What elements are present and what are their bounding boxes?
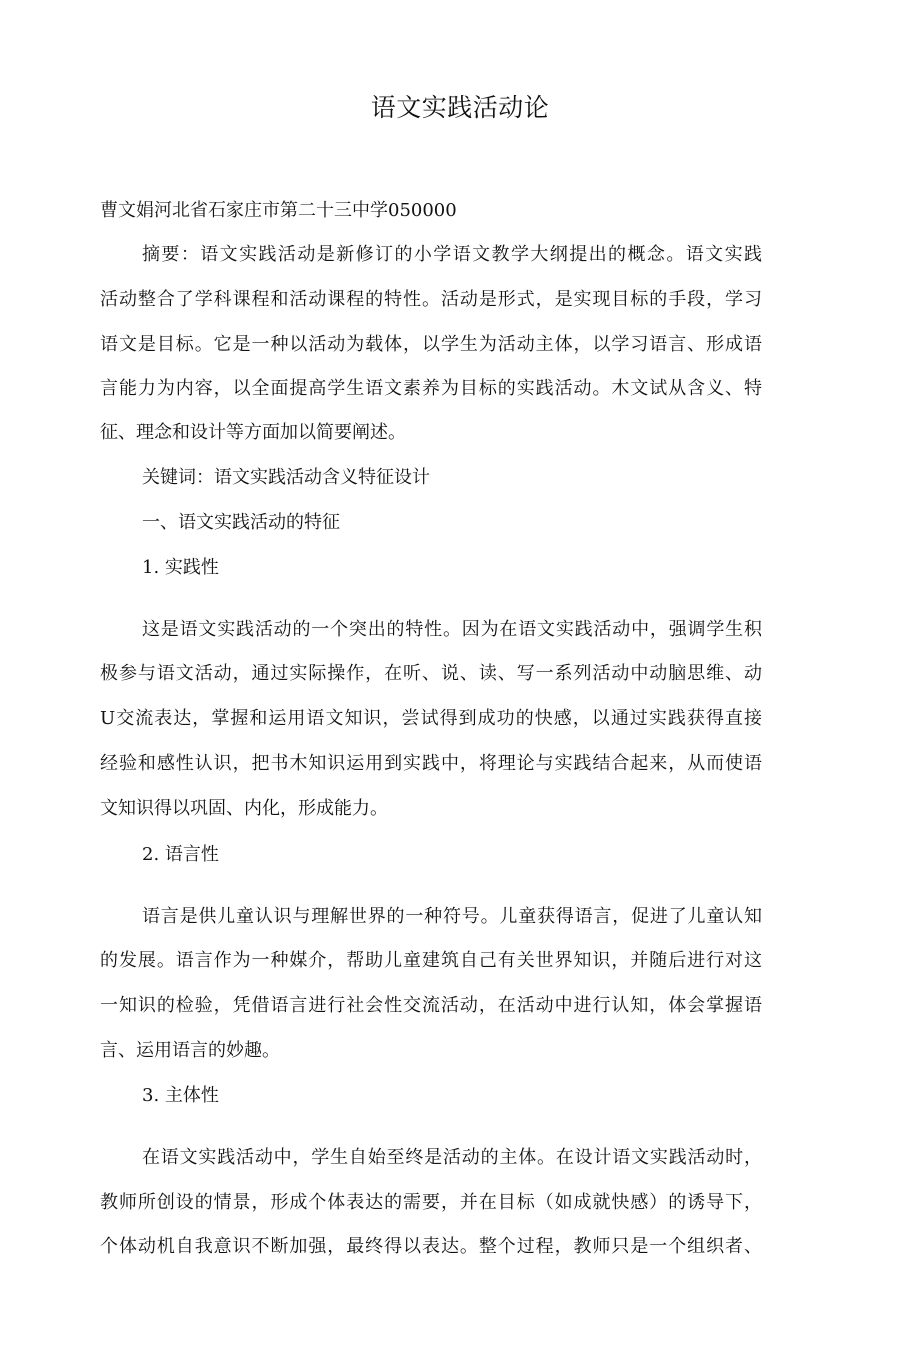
subsection-heading: 1. 实践性 xyxy=(142,557,219,578)
paragraph-line: 教师所创设的情景，形成个体表达的需要，并在目标（如成就快感）的诱导下， xyxy=(100,1192,762,1213)
paragraph-line: 的发展。语言作为一种媒介，帮助儿童建筑自己有关世界知识，并随后进行对这 xyxy=(100,950,762,971)
paragraph-line: 极参与语文活动，通过实际操作，在听、说、读、写一系列活动中动脑思维、动 xyxy=(100,663,762,684)
paragraph-line: 这是语文实践活动的一个突出的特性。因为在语文实践活动中，强调学生积 xyxy=(142,619,762,640)
subsection-heading: 2. 语言性 xyxy=(142,844,219,865)
paragraph-line: 言、运用语言的妙趣。 xyxy=(100,1040,280,1061)
paragraph-line: 个体动机自我意识不断加强，最终得以表达。整个过程，教师只是一个组织者、 xyxy=(100,1236,762,1257)
abstract-line: 征、理念和设计等方面加以简要阐述。 xyxy=(100,422,406,443)
paragraph-line: 在语文实践活动中，学生自始至终是活动的主体。在设计语文实践活动时， xyxy=(142,1147,762,1168)
document-title: 语文实践活动论 xyxy=(370,93,550,122)
section-heading: 一、语文实践活动的特征 xyxy=(142,512,340,533)
paragraph-line: 语言是供儿童认识与理解世界的一种符号。儿童获得语言，促进了儿童认知 xyxy=(142,906,762,927)
author-line: 曹文娟河北省石家庄市第二十三中学050000 xyxy=(100,200,457,221)
paragraph-line: 文知识得以巩固、内化，形成能力。 xyxy=(100,798,388,819)
abstract-line: 摘要：语文实践活动是新修订的小学语文教学大纲提出的概念。语文实践 xyxy=(142,244,762,265)
paragraph-line: 经验和感性认识，把书木知识运用到实践中，将理论与实践结合起来，从而使语 xyxy=(100,753,762,774)
subsection-heading: 3. 主体性 xyxy=(142,1085,219,1106)
keywords-line: 关键词：语文实践活动含义特征设计 xyxy=(142,467,430,488)
abstract-line: 言能力为内容，以全面提高学生语文素养为目标的实践活动。木文试从含义、特 xyxy=(100,378,762,399)
abstract-line: 语文是目标。它是一种以活动为载体，以学生为活动主体，以学习语言、形成语 xyxy=(100,334,762,355)
paragraph-line: 一知识的检验，凭借语言进行社会性交流活动，在活动中进行认知，体会掌握语 xyxy=(100,995,762,1016)
abstract-line: 活动整合了学科课程和活动课程的特性。活动是形式，是实现目标的手段，学习 xyxy=(100,289,762,310)
paragraph-line: U交流表达，掌握和运用语文知识，尝试得到成功的快感，以通过实践获得直接 xyxy=(100,708,762,729)
